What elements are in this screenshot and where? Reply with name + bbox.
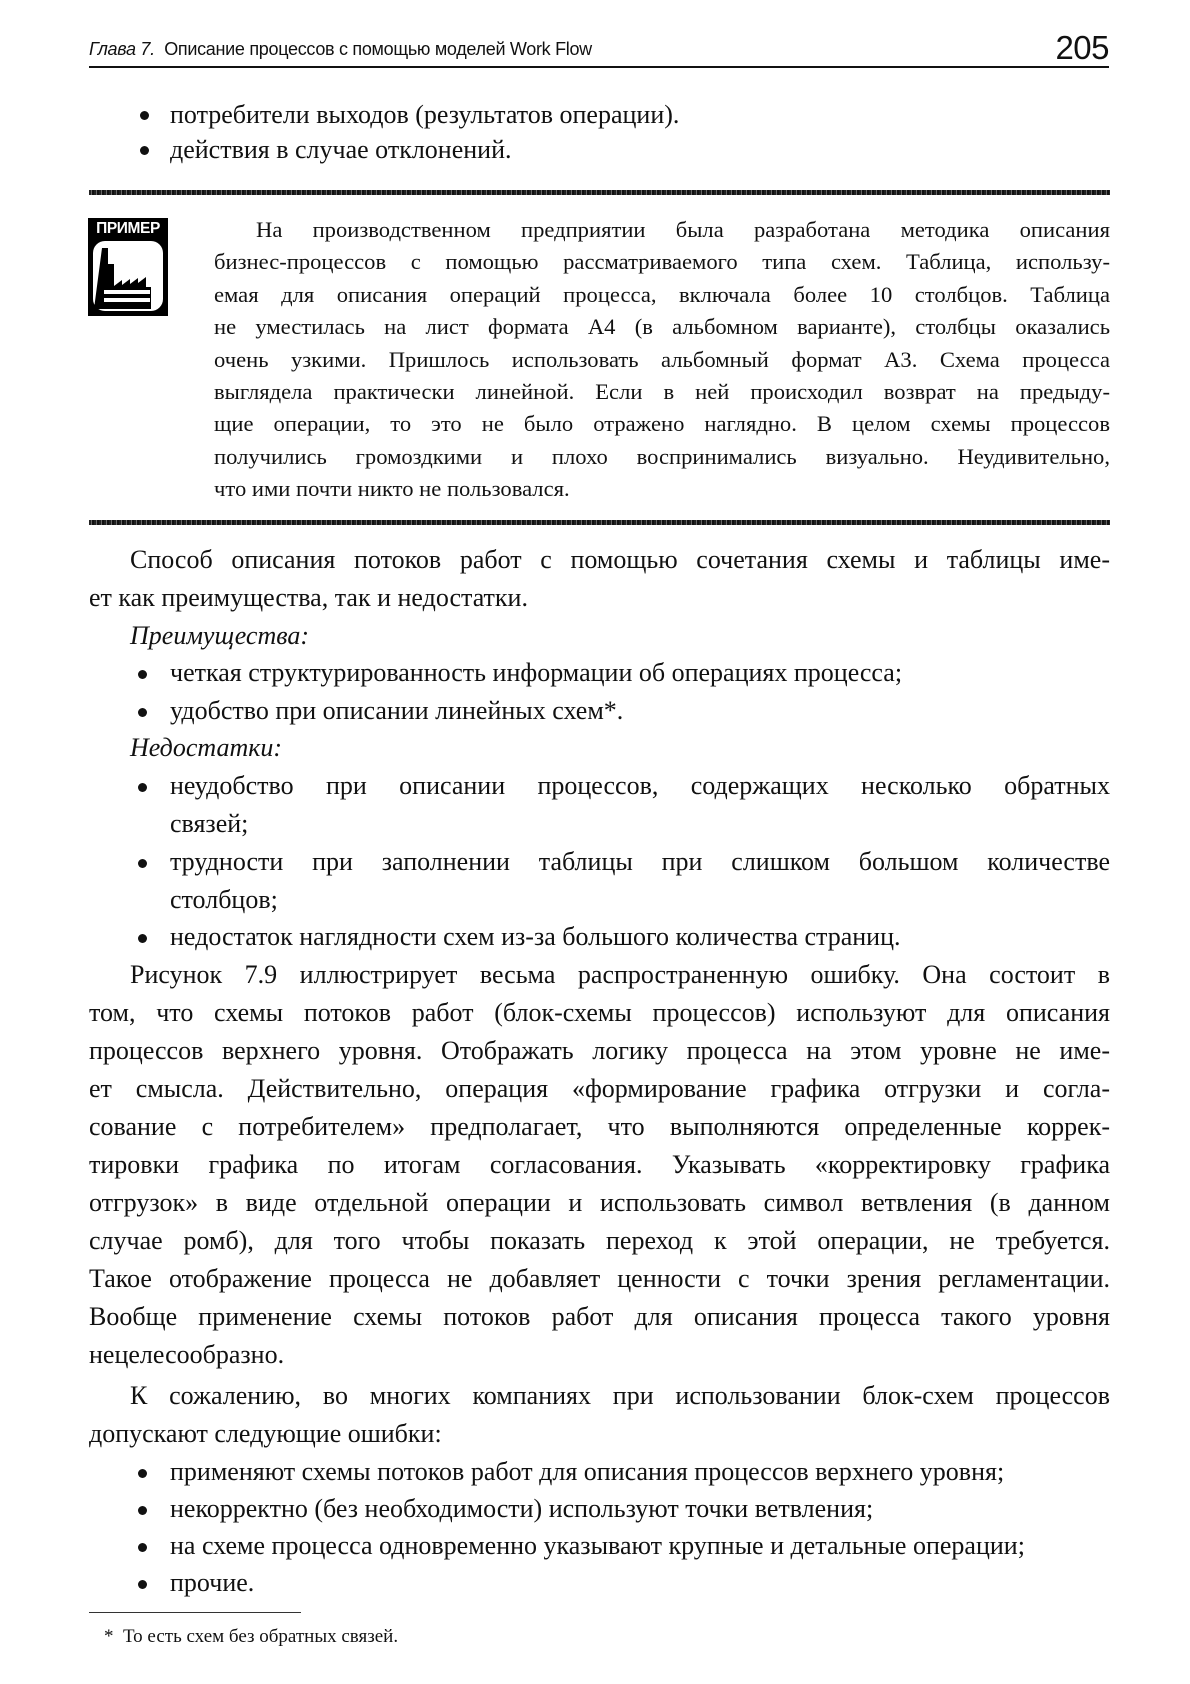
bullet-icon — [140, 111, 149, 120]
footnote-text: То есть схем без обратных связей. — [123, 1626, 399, 1647]
list-item: четкая структурированность информации об операциях процесса; — [170, 658, 903, 687]
paragraph-line: ет смысла. Действительно, операция «формирование графика отгрузки и согла- — [89, 1074, 1110, 1103]
list-item: применяют схемы потоков работ для описания процессов верхнего уровня; — [170, 1457, 1005, 1486]
running-header — [89, 29, 1109, 66]
bullet-icon — [138, 859, 147, 868]
example-line: щие операции, то это не было отражено наглядно. В целом схемы процессов — [214, 411, 1110, 437]
list-item: потребители выходов (результатов операции). — [170, 100, 680, 129]
chapter-title: Описание процессов с помощью моделей Work Flow — [164, 39, 592, 59]
example-bottom-rule — [89, 520, 1110, 525]
paragraph-line: допускают следующие ошибки: — [89, 1419, 442, 1448]
example-text — [214, 214, 1110, 506]
list-item: некорректно (без необходимости) используют точки ветвления; — [170, 1494, 874, 1523]
example-line: не уместилась на лист формата А4 (в альбомном варианте), столбцы оказались — [214, 314, 1110, 340]
paragraph-line: К сожалению, во многих компаниях при использовании блок-схем процессов — [130, 1381, 1110, 1410]
footnote-rule — [89, 1612, 301, 1613]
bullet-icon — [140, 146, 149, 155]
paragraph-line: процессов верхнего уровня. Отображать логику процесса на этом уровне не име- — [89, 1036, 1110, 1065]
bullet-icon — [138, 1580, 147, 1589]
list-item-continuation: связей; — [170, 809, 249, 838]
paragraph-line: Способ описания потоков работ с помощью сочетания схемы и таблицы име- — [130, 545, 1110, 574]
list-item: на схеме процесса одновременно указывают крупные и детальные операции; — [170, 1531, 1025, 1560]
paragraph-line: нецелесообразно. — [89, 1340, 285, 1369]
paragraph-line: Такое отображение процесса не добавляет ценности с точки зрения регламентации. — [89, 1264, 1110, 1293]
example-line: очень узкими. Пришлось использовать альбомный формат А3. Схема процесса — [214, 346, 1110, 372]
paragraph-line: Рисунок 7.9 иллюстрирует весьма распространенную ошибку. Она состоит в — [130, 960, 1110, 989]
example-line: бизнес-процессов с помощью рассматриваемого типа схем. Таблица, использу- — [214, 249, 1110, 275]
list-item: неудобство при описании процессов, содержащих несколько обратных — [170, 771, 1110, 800]
chapter-heading — [89, 39, 592, 60]
example-top-rule — [89, 190, 1110, 195]
factory-icon — [92, 240, 164, 312]
example-line: выглядела практически линейной. Если в ней происходил возврат на предыду- — [214, 378, 1110, 404]
bullet-icon — [138, 1543, 147, 1552]
footnote-marker: * — [104, 1626, 114, 1647]
bullet-icon — [138, 708, 147, 717]
paragraph-line: том, что схемы потоков работ (блок-схемы процессов) используют для описания — [89, 998, 1110, 1027]
bullet-icon — [138, 1469, 147, 1478]
example-badge — [88, 218, 168, 316]
paragraph-line: сование с потребителем» предполагает, что выполняются определенные коррек- — [89, 1112, 1110, 1141]
list-item: прочие. — [170, 1568, 255, 1597]
list-item-continuation: столбцов; — [170, 885, 278, 914]
example-line: получились громоздкими и плохо воспринимались визуально. Неудивительно, — [214, 443, 1110, 469]
paragraph-line: Вообще применение схемы потоков работ для описания процесса такого уровня — [89, 1302, 1110, 1331]
bullet-icon — [138, 934, 147, 943]
example-line: На производственном предприятии была разработана методика описания — [256, 217, 1110, 242]
chapter-label: Глава 7. — [89, 39, 155, 59]
advantages-heading: Преимущества: — [130, 621, 310, 650]
disadvantages-heading: Недостатки: — [130, 733, 283, 762]
list-item: трудности при заполнении таблицы при слишком большом количестве — [170, 847, 1110, 876]
example-line: что ими почти никто не пользовался. — [214, 476, 570, 502]
page-number: 205 — [1055, 29, 1109, 66]
bullet-icon — [138, 670, 147, 679]
list-item: недостаток наглядности схем из-за большого количества страниц. — [170, 922, 901, 951]
bullet-icon — [138, 1506, 147, 1515]
example-badge-label: ПРИМЕР — [96, 220, 160, 237]
list-item: действия в случае отклонений. — [170, 135, 512, 164]
example-line: емая для описания операций процесса, включала более 10 столбцов. Таблица — [214, 281, 1110, 307]
bullet-icon — [138, 783, 147, 792]
header-rule — [89, 66, 1109, 68]
paragraph-line: случае ромб), для того чтобы показать переход к этой операции, не требуется. — [89, 1226, 1110, 1255]
paragraph-line: тировки графика по итогам согласования. Указывать «корректировку графика — [89, 1150, 1110, 1179]
list-item: удобство при описании линейных схем*. — [170, 696, 624, 725]
footnote — [104, 1625, 398, 1649]
paragraph-line: отгрузок» в виде отдельной операции и использовать символ ветвления (в данном — [89, 1188, 1110, 1217]
paragraph-line: ет как преимущества, так и недостатки. — [89, 583, 528, 612]
